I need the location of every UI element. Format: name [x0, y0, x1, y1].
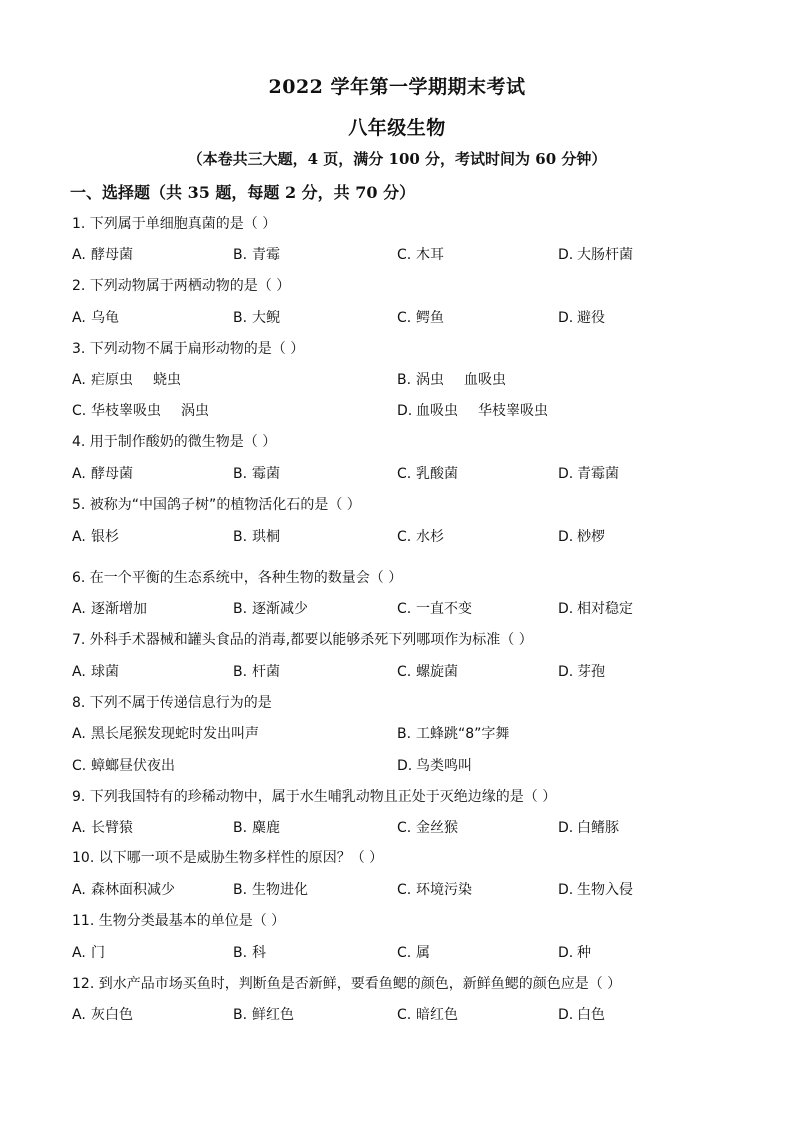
- option-a: A. 门: [72, 945, 105, 961]
- option-a: A. 乌龟: [72, 310, 119, 326]
- option-a: A. 黑长尾猴发现蛇时发出叫声: [72, 726, 259, 742]
- option-b: B. 生物进化: [233, 882, 308, 898]
- question-2-stem: 2. 下列动物属于两栖动物的是（ ）: [72, 278, 291, 294]
- option-d: D. 鸟类鸣叫: [397, 758, 472, 774]
- question-4-options: [0, 463, 794, 483]
- option-b: B. 大鲵: [233, 310, 280, 326]
- section-title: 一、选择题（共 35 题，每题 2 分，共 70 分）: [70, 183, 416, 202]
- option-b: B. 工蜂跳“8”字舞: [397, 726, 510, 742]
- option-c: C. 华枝睾吸虫 涡虫: [72, 403, 209, 419]
- question-3-options-row2: [0, 400, 794, 420]
- option-b: B. 麋鹿: [233, 820, 280, 836]
- option-c: C. 暗红色: [397, 1007, 458, 1023]
- option-b: B. 鲜红色: [233, 1007, 294, 1023]
- question-1-options: [0, 244, 794, 264]
- question-11-stem: 11. 生物分类最基本的单位是（ ）: [72, 913, 286, 929]
- option-c: C. 金丝猴: [397, 820, 458, 836]
- option-b: B. 科: [233, 945, 266, 961]
- option-d: D. 避役: [558, 310, 605, 326]
- option-c: C. 鳄鱼: [397, 310, 444, 326]
- question-11-options: [0, 942, 794, 962]
- option-a: A. 森林面积减少: [72, 882, 175, 898]
- option-d: D. 相对稳定: [558, 601, 633, 617]
- option-a: A. 逐渐增加: [72, 601, 147, 617]
- question-9-stem: 9. 下列我国特有的珍稀动物中，属于水生哺乳动物且正处于灭绝边缘的是（ ）: [72, 789, 557, 805]
- exam-subtitle: 八年级生物: [348, 117, 446, 139]
- option-a: A. 酵母菌: [72, 466, 133, 482]
- option-a: A. 灰白色: [72, 1007, 133, 1023]
- question-7-stem: 7. 外科手术器械和罐头食品的消毒,都要以能够杀死下列哪项作为标准（ ）: [72, 632, 533, 648]
- exam-title: 2022 学年第一学期期末考试: [268, 76, 526, 98]
- option-b: B. 珙桐: [233, 529, 280, 545]
- option-b: B. 青霉: [233, 247, 280, 263]
- question-12-stem: 12. 到水产品市场买鱼时，判断鱼是否新鲜，要看鱼鳃的颜色，新鲜鱼鳃的颜色应是（ ）: [72, 976, 622, 992]
- question-8-options-row1: [0, 723, 794, 743]
- question-5-stem: 5. 被称为“中国鸽子树”的植物活化石的是（ ）: [72, 497, 361, 513]
- option-a: A. 长臂猿: [72, 820, 133, 836]
- option-b: B. 涡虫 血吸虫: [397, 372, 506, 388]
- option-d: D. 生物入侵: [558, 882, 633, 898]
- option-d: D. 青霉菌: [558, 466, 619, 482]
- question-4-stem: 4. 用于制作酸奶的微生物是（ ）: [72, 434, 277, 450]
- option-a: A. 银杉: [72, 529, 119, 545]
- question-12-options: [0, 1004, 794, 1024]
- option-d: D. 白色: [558, 1007, 605, 1023]
- question-8-stem: 8. 下列不属于传递信息行为的是: [72, 695, 272, 711]
- question-5-options: [0, 526, 794, 546]
- option-a: A. 酵母菌: [72, 247, 133, 263]
- option-c: C. 环境污染: [397, 882, 472, 898]
- question-3-stem: 3. 下列动物不属于扁形动物的是（ ）: [72, 341, 305, 357]
- option-a: A. 疟原虫 蛲虫: [72, 372, 181, 388]
- option-a: A. 球菌: [72, 664, 119, 680]
- question-9-options: [0, 817, 794, 837]
- option-c: C. 乳酸菌: [397, 466, 458, 482]
- option-d: D. 白鳍豚: [558, 820, 619, 836]
- option-d: D. 芽孢: [558, 664, 605, 680]
- question-6-stem: 6. 在一个平衡的生态系统中，各种生物的数量会（ ）: [72, 570, 403, 586]
- question-1-stem: 1. 下列属于单细胞真菌的是（ ）: [72, 216, 277, 232]
- option-c: C. 木耳: [397, 247, 444, 263]
- option-d: D. 大肠杆菌: [558, 247, 633, 263]
- option-d: D. 血吸虫 华枝睾吸虫: [397, 403, 548, 419]
- option-b: B. 霉菌: [233, 466, 280, 482]
- option-b: B. 杆菌: [233, 664, 280, 680]
- question-7-options: [0, 661, 794, 681]
- option-c: C. 螺旋菌: [397, 664, 458, 680]
- option-c: C. 水杉: [397, 529, 444, 545]
- question-10-stem: 10. 以下哪一项不是威胁生物多样性的原因？（ ）: [72, 850, 384, 866]
- option-c: C. 属: [397, 945, 430, 961]
- question-6-options: [0, 598, 794, 618]
- question-2-options: [0, 307, 794, 327]
- question-10-options: [0, 879, 794, 899]
- question-8-options-row2: [0, 755, 794, 775]
- option-c: C. 一直不变: [397, 601, 472, 617]
- option-b: B. 逐渐减少: [233, 601, 308, 617]
- question-3-options-row1: [0, 369, 794, 389]
- option-d: D. 种: [558, 945, 591, 961]
- option-c: C. 蟑螂昼伏夜出: [72, 758, 175, 774]
- exam-note: （本卷共三大题，4 页，满分 100 分，考试时间为 60 分钟）: [187, 150, 607, 168]
- option-d: D. 桫椤: [558, 529, 605, 545]
